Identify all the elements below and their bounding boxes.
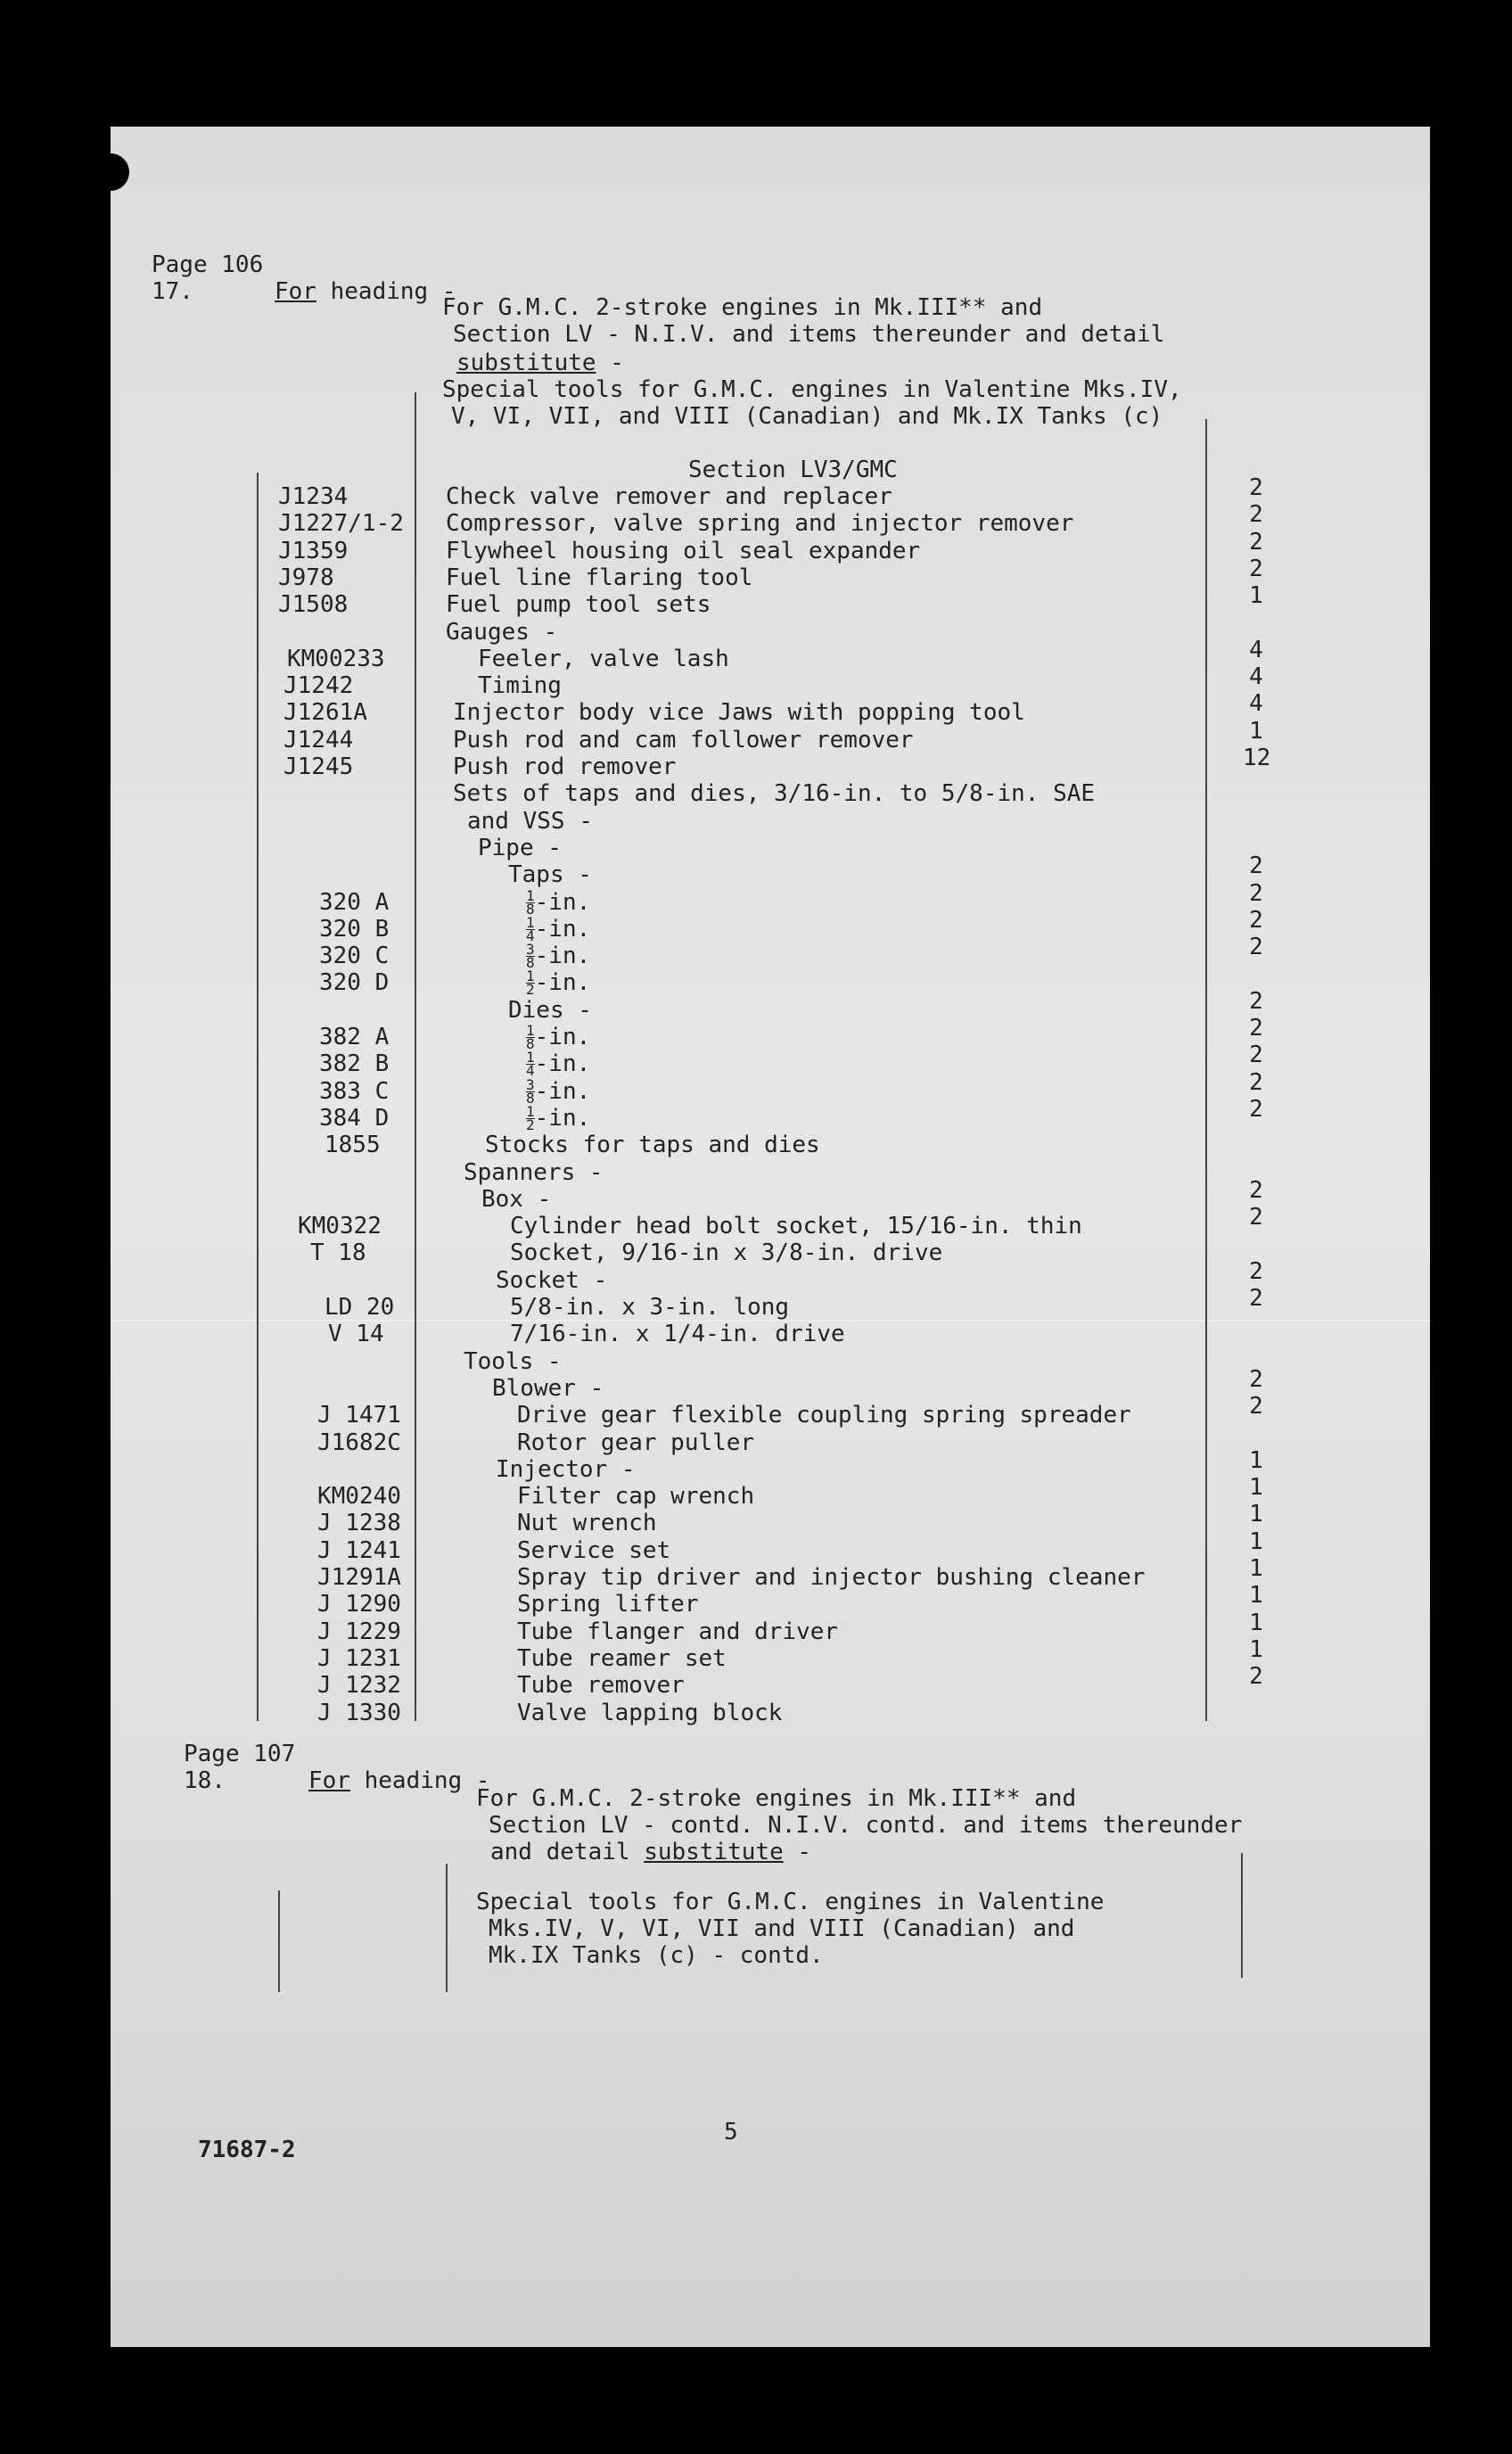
tool-description: Sets of taps and dies, 3/16-in. to 5/8-in. SAE bbox=[453, 780, 1096, 808]
quantity: 2 bbox=[1249, 1257, 1263, 1285]
tool-description: Drive gear flexible coupling spring spreader bbox=[517, 1402, 1131, 1429]
part-number: J1227/1-2 bbox=[278, 510, 404, 538]
quantity: 1 bbox=[1249, 717, 1263, 745]
quantity: 2 bbox=[1249, 1204, 1263, 1231]
quantity: 1 bbox=[1249, 1501, 1263, 1528]
tool-description: Tube flanger and driver bbox=[517, 1618, 839, 1645]
part-number: 320 B bbox=[319, 915, 390, 943]
tool-description: Push rod and cam follower remover bbox=[453, 726, 914, 753]
tool-description: Dies - bbox=[508, 996, 592, 1024]
quantity: 2 bbox=[1249, 1176, 1263, 1204]
tool-description: and VSS - bbox=[467, 807, 593, 835]
quantity: 2 bbox=[1249, 1365, 1263, 1393]
item-18-old-line-2: Section LV - contd. N.I.V. contd. and items thereunder bbox=[489, 1812, 1243, 1839]
part-number: 383 C bbox=[319, 1077, 390, 1105]
tool-description: Feeler, valve lash bbox=[478, 645, 729, 672]
tool-description: Gauges - bbox=[446, 618, 558, 646]
part-number: J1359 bbox=[278, 537, 349, 564]
tool-description: Fuel line flaring tool bbox=[446, 564, 753, 591]
tool-description: $\frac{1}{8}$ -in. bbox=[526, 886, 591, 918]
table-rule-middle bbox=[415, 392, 416, 1721]
tool-description: Compressor, valve spring and injector remover bbox=[446, 510, 1074, 538]
quantity: 2 bbox=[1249, 1663, 1263, 1691]
part-number: J1291A bbox=[317, 1564, 401, 1591]
item-17-new-line-2: V, VI, VII, and VIII (Canadian) and Mk.IX Tanks (c) bbox=[451, 403, 1163, 430]
tool-description: Blower - bbox=[492, 1374, 604, 1402]
part-number: V 14 bbox=[328, 1321, 384, 1348]
tool-description: Tube remover bbox=[517, 1672, 685, 1700]
quantity: 1 bbox=[1249, 1474, 1263, 1502]
quantity: 2 bbox=[1249, 1042, 1263, 1069]
fraction: $\frac{1}{8}$ bbox=[526, 886, 535, 918]
section-title: Section LV3/GMC bbox=[688, 457, 898, 483]
quantity: 1 bbox=[1249, 1635, 1263, 1663]
part-number: 384 D bbox=[319, 1104, 390, 1132]
part-number: 382 B bbox=[319, 1050, 390, 1078]
document-number: 71687-2 bbox=[198, 2137, 296, 2163]
part-number: 1855 bbox=[325, 1132, 381, 1159]
fraction: $\frac{3}{8}$ bbox=[526, 941, 535, 972]
item-18-new-line-3: Mk.IX Tanks (c) - contd. bbox=[489, 1942, 824, 1969]
part-number: LD 20 bbox=[325, 1294, 395, 1321]
quantity: 2 bbox=[1249, 1095, 1263, 1123]
fraction: $\frac{1}{2}$ bbox=[526, 1102, 535, 1133]
part-number: J978 bbox=[278, 564, 334, 591]
page-number: 5 bbox=[724, 2119, 738, 2145]
part-number: J 1231 bbox=[317, 1644, 401, 1672]
tool-description: Box - bbox=[481, 1185, 552, 1213]
tool-description: $\frac{1}{2}$ -in. bbox=[526, 968, 591, 999]
quantity: 2 bbox=[1249, 528, 1263, 556]
tool-description: Spray tip driver and injector bushing cleaner bbox=[517, 1564, 1146, 1591]
part-number: 382 A bbox=[319, 1024, 390, 1050]
quantity: 2 bbox=[1249, 474, 1263, 501]
quantity: 2 bbox=[1249, 987, 1263, 1015]
tool-description: Stocks for taps and dies bbox=[485, 1132, 820, 1159]
tool-description: 5/8-in. x 3-in. long bbox=[510, 1294, 790, 1321]
quantity: 2 bbox=[1249, 1068, 1263, 1096]
quantity: 1 bbox=[1249, 582, 1263, 610]
part-number: T 18 bbox=[310, 1239, 366, 1267]
page-106-label: Page 106 bbox=[152, 251, 264, 278]
tool-description: Pipe - bbox=[478, 834, 562, 861]
item-18-old-line-3: and detail substitute - bbox=[490, 1839, 812, 1865]
tool-description: Spanners - bbox=[464, 1158, 604, 1186]
tool-description: Socket, 9/16-in x 3/8-in. drive bbox=[510, 1239, 943, 1267]
quantity: 2 bbox=[1249, 934, 1263, 961]
quantity: 4 bbox=[1249, 636, 1263, 663]
tool-description: Check valve remover and replacer bbox=[446, 483, 892, 510]
part-number: J1682C bbox=[317, 1429, 401, 1456]
tool-description: Service set bbox=[517, 1536, 671, 1564]
quantity: 12 bbox=[1243, 745, 1271, 771]
part-number: J1508 bbox=[278, 591, 349, 619]
tool-description: $\frac{1}{2}$ -in. bbox=[526, 1102, 591, 1133]
item-18-rule-middle bbox=[446, 1864, 448, 1992]
quantity: 2 bbox=[1249, 852, 1263, 880]
fraction: $\frac{1}{8}$ bbox=[526, 1022, 535, 1052]
item-17-heading: For heading - bbox=[275, 278, 456, 305]
tool-description: Injector body vice Jaws with popping tool bbox=[453, 699, 1025, 727]
quantity: 4 bbox=[1249, 663, 1263, 691]
fraction: $\frac{1}{2}$ bbox=[526, 968, 535, 999]
table-rule-left bbox=[257, 473, 259, 1721]
tool-description: $\frac{3}{8}$ -in. bbox=[526, 1075, 591, 1107]
item-17-old-line-1: For G.M.C. 2-stroke engines in Mk.III** and bbox=[442, 294, 1043, 321]
item-17-substitute: substitute - bbox=[456, 350, 624, 376]
quantity: 1 bbox=[1249, 1555, 1263, 1582]
quantity: 2 bbox=[1249, 906, 1263, 934]
tool-description: $\frac{1}{8}$ -in. bbox=[526, 1022, 591, 1052]
quantity: 4 bbox=[1249, 690, 1263, 718]
tool-description: $\frac{1}{4}$ -in. bbox=[526, 1049, 591, 1080]
part-number: 320 C bbox=[319, 943, 390, 970]
quantity: 1 bbox=[1249, 1446, 1263, 1474]
part-number: J1244 bbox=[284, 726, 354, 753]
item-18-heading: For heading - bbox=[308, 1767, 490, 1794]
part-number: J 1241 bbox=[317, 1536, 401, 1564]
part-number: KM00233 bbox=[287, 645, 385, 672]
part-number: J 1290 bbox=[317, 1591, 401, 1618]
part-number: J 1330 bbox=[317, 1699, 401, 1726]
part-number: J 1238 bbox=[317, 1510, 401, 1537]
quantity: 2 bbox=[1249, 555, 1263, 582]
tool-description: Flywheel housing oil seal expander bbox=[446, 537, 921, 564]
tool-description: Taps - bbox=[508, 861, 592, 889]
quantity: 1 bbox=[1249, 1582, 1263, 1610]
page-107-label: Page 107 bbox=[184, 1741, 296, 1767]
tool-description: Push rod remover bbox=[453, 753, 677, 780]
quantity: 1 bbox=[1249, 1528, 1263, 1555]
tool-description: $\frac{1}{4}$ -in. bbox=[526, 913, 591, 944]
item-18-new-line-1: Special tools for G.M.C. engines in Valentine bbox=[476, 1889, 1105, 1915]
item-18-new-line-2: Mks.IV, V, VI, VII and VIII (Canadian) and bbox=[489, 1915, 1075, 1942]
part-number: 320 D bbox=[319, 969, 390, 997]
part-number: KM0322 bbox=[298, 1213, 382, 1240]
item-18-rule-left bbox=[278, 1890, 280, 1992]
quantity: 2 bbox=[1249, 1285, 1263, 1312]
fraction: $\frac{1}{4}$ bbox=[526, 913, 535, 944]
part-number: 320 A bbox=[319, 888, 390, 916]
tool-description: 7/16-in. x 1/4-in. drive bbox=[510, 1321, 845, 1348]
tool-description: Tube reamer set bbox=[517, 1644, 727, 1672]
part-number: J1245 bbox=[284, 753, 354, 780]
tool-description: Filter cap wrench bbox=[517, 1483, 755, 1511]
tool-description: Nut wrench bbox=[517, 1510, 657, 1537]
item-18-number: 18. bbox=[184, 1767, 226, 1794]
item-18-rule-right bbox=[1241, 1853, 1243, 1978]
item-18-old-line-1: For G.M.C. 2-stroke engines in Mk.III** and bbox=[476, 1785, 1077, 1812]
part-number: J1234 bbox=[278, 483, 349, 510]
punch-hole bbox=[92, 153, 129, 191]
quantity: 2 bbox=[1249, 879, 1263, 907]
tool-description: $\frac{3}{8}$ -in. bbox=[526, 941, 591, 972]
tool-description: Injector - bbox=[496, 1455, 636, 1483]
part-number: J 1471 bbox=[317, 1402, 401, 1429]
tool-description: Timing bbox=[478, 672, 562, 700]
tool-description: Tools - bbox=[464, 1347, 562, 1375]
quantity: 2 bbox=[1249, 501, 1263, 529]
tool-description: Rotor gear puller bbox=[517, 1429, 755, 1456]
part-number: J1261A bbox=[284, 699, 367, 727]
fraction: $\frac{1}{4}$ bbox=[526, 1049, 535, 1080]
quantity: 1 bbox=[1249, 1609, 1263, 1636]
tool-description: Spring lifter bbox=[517, 1591, 699, 1618]
tool-description: Fuel pump tool sets bbox=[446, 591, 711, 619]
item-17-old-line-2: Section LV - N.I.V. and items thereunder and detail bbox=[453, 321, 1165, 348]
quantity: 2 bbox=[1249, 1015, 1263, 1042]
part-number: KM0240 bbox=[317, 1483, 401, 1511]
part-number: J 1232 bbox=[317, 1672, 401, 1700]
tool-description: Cylinder head bolt socket, 15/16-in. thin bbox=[510, 1213, 1082, 1240]
tool-description: Socket - bbox=[496, 1266, 608, 1294]
item-17-new-line-1: Special tools for G.M.C. engines in Valentine Mks.IV, bbox=[442, 376, 1182, 403]
tool-description: Valve lapping block bbox=[517, 1699, 783, 1726]
part-number: J 1229 bbox=[317, 1618, 401, 1645]
fraction: $\frac{3}{8}$ bbox=[526, 1075, 535, 1107]
item-17-number: 17. bbox=[152, 278, 193, 305]
table-rule-right bbox=[1205, 419, 1207, 1721]
part-number: J1242 bbox=[284, 672, 354, 700]
quantity: 2 bbox=[1249, 1393, 1263, 1421]
